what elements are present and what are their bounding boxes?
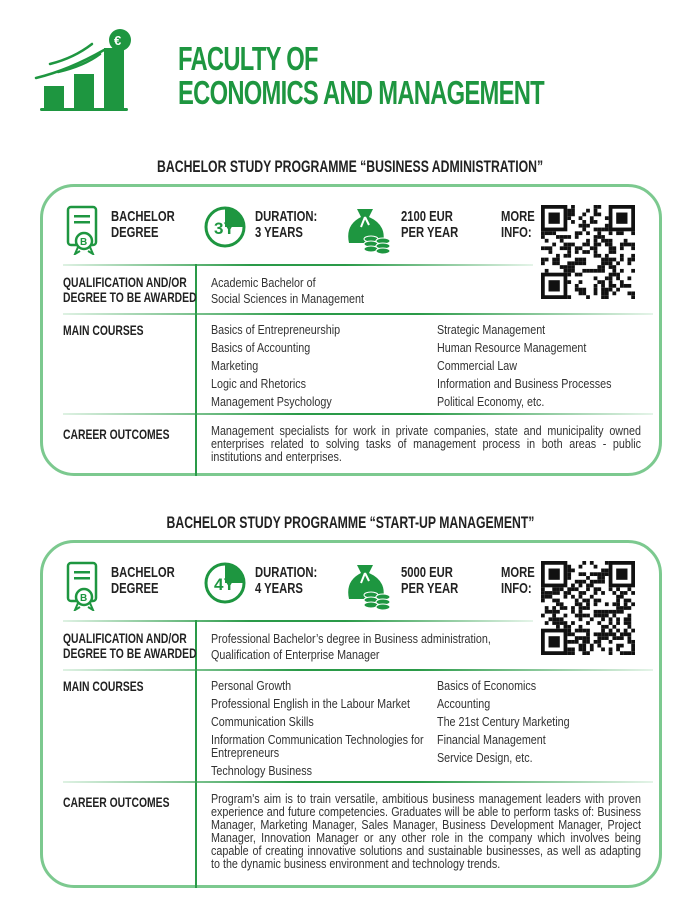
title-line-1: FACULTY OF <box>178 40 318 77</box>
qr-code-icon[interactable] <box>541 205 635 299</box>
more-line-1: MORE <box>501 208 535 225</box>
programme-title-text: BACHELOR STUDY PROGRAMME “START-UP MANAGEMENT” <box>166 513 534 532</box>
divider <box>63 413 653 415</box>
more-info-label <box>501 561 541 611</box>
faculty-header <box>34 28 544 118</box>
more-line-1: MORE <box>501 564 535 581</box>
duration-value: 4 YEARS <box>255 580 303 597</box>
duration-text <box>255 565 317 597</box>
degree-text <box>111 209 175 241</box>
more-line-2: INFO: <box>501 224 532 241</box>
course-item: The 21st Century Marketing <box>437 715 570 729</box>
course-item: Human Resource Management <box>437 341 587 355</box>
degree-feature <box>65 205 185 255</box>
qualification-label-line-2: DEGREE TO BE AWARDED <box>63 289 197 305</box>
divider <box>63 313 653 315</box>
course-item: Commercial Law <box>437 359 518 373</box>
degree-line-2: DEGREE <box>111 224 159 241</box>
programme-card <box>40 184 662 476</box>
course-item: Information Communication Technologies for <box>211 733 424 747</box>
divider <box>63 620 533 622</box>
qualification-line-2: Qualification of Enterprise Manager <box>211 648 380 662</box>
career-outcomes-text: Management specialists for work in private companies, state and municipality owned enterprises related to solving tasks of management process in both areas - public institutions and enterprises. <box>211 424 641 464</box>
qualification-value <box>211 275 364 307</box>
diploma-certificate-icon <box>65 561 103 611</box>
more-info-label <box>501 205 541 255</box>
bar-chart-euro-coin-icon <box>34 28 164 118</box>
duration-label: DURATION: <box>255 564 318 581</box>
qualification-label-line-2: DEGREE TO BE AWARDED <box>63 645 197 661</box>
course-item: Basics of Accounting <box>211 341 311 355</box>
money-bag-coins-icon <box>343 561 391 611</box>
course-item: Marketing <box>211 359 259 373</box>
qualification-label <box>63 631 197 661</box>
qualification-label <box>63 275 197 305</box>
svg-text:B: B <box>80 593 88 604</box>
qualification-label-line-1: QUALIFICATION AND/OR <box>63 630 187 646</box>
course-item: Financial Management <box>437 733 546 747</box>
courses-left-column <box>211 321 340 411</box>
fee-line-1: 5000 EUR <box>401 564 453 581</box>
degree-line-1: BACHELOR <box>111 208 175 225</box>
duration-label: DURATION: <box>255 208 318 225</box>
courses-right-column <box>437 321 611 411</box>
course-item: Political Economy, etc. <box>437 395 545 409</box>
fee-feature <box>343 205 483 255</box>
course-item: Basics of Economics <box>437 679 537 693</box>
course-item: Management Psychology <box>211 395 332 409</box>
programme-title <box>0 513 700 533</box>
main-courses-label: MAIN COURSES <box>63 678 144 694</box>
divider <box>63 264 533 266</box>
course-item: Basics of Entrepreneurship <box>211 323 341 337</box>
more-line-2: INFO: <box>501 580 532 597</box>
course-item: Strategic Management <box>437 323 546 337</box>
degree-line-1: BACHELOR <box>111 564 175 581</box>
course-item: Entrepreneurs <box>211 746 280 760</box>
course-item: Personal Growth <box>211 679 292 693</box>
career-outcomes-label: CAREER OUTCOMES <box>63 794 170 810</box>
qualification-label-line-1: QUALIFICATION AND/OR <box>63 274 187 290</box>
divider <box>63 781 653 783</box>
course-item: Information and Business Processes <box>437 377 612 391</box>
fee-line-2: PER YEAR <box>401 580 459 597</box>
programme-summary <box>43 187 659 267</box>
title-line-2: ECONOMICS AND MANAGEMENT <box>178 74 544 111</box>
more-info-text <box>501 209 535 241</box>
duration-feature <box>203 205 333 255</box>
programme-title <box>0 157 700 177</box>
fee-line-1: 2100 EUR <box>401 208 453 225</box>
course-item: Accounting <box>437 697 491 711</box>
degree-line-2: DEGREE <box>111 580 159 597</box>
fee-text <box>401 209 458 241</box>
svg-text:€: € <box>114 33 122 48</box>
duration-text <box>255 209 317 241</box>
programme-summary <box>43 543 659 623</box>
qualification-line-1: Professional Bachelor’s degree in Business administration, <box>211 632 491 646</box>
more-info-text <box>501 565 535 597</box>
money-bag-coins-icon <box>343 205 391 255</box>
clock-duration-icon <box>203 561 247 605</box>
courses-left-column <box>211 677 424 780</box>
fee-text <box>401 565 458 597</box>
fee-line-2: PER YEAR <box>401 224 459 241</box>
course-item: Service Design, etc. <box>437 751 533 765</box>
course-item: Communication Skills <box>211 715 314 729</box>
course-item: Logic and Rhetorics <box>211 377 307 391</box>
course-item: Professional English in the Labour Market <box>211 697 410 711</box>
fee-feature <box>343 561 483 611</box>
duration-feature <box>203 561 333 611</box>
clock-duration-icon <box>203 205 247 249</box>
diploma-certificate-icon <box>65 205 103 255</box>
qualification-line-1: Academic Bachelor of <box>211 276 316 290</box>
course-item: Technology Business <box>211 764 312 778</box>
duration-badge: 3Y <box>214 219 235 238</box>
career-outcomes-text: Program's aim is to train versatile, ambitious business management leaders with proven experience and future competencies. Graduates will be able to perform tasks of: Business Manager, Marketing Manager, Sales Manager, Business Development Manager, Project Manager, Innovation Manager or any other role in the company which involves being capable of creating innovative solutions and sustainable businesses, as well as adapting to the dynamic business environment and technology trends. <box>211 792 641 871</box>
svg-text:B: B <box>80 237 88 248</box>
programme-title-text: BACHELOR STUDY PROGRAMME “BUSINESS ADMINISTRATION” <box>156 157 544 176</box>
career-outcomes-label: CAREER OUTCOMES <box>63 426 170 442</box>
duration-badge: 4Y <box>214 575 235 594</box>
courses-right-column <box>437 677 570 767</box>
qr-code-icon[interactable] <box>541 561 635 655</box>
programme-card <box>40 540 662 888</box>
degree-feature <box>65 561 185 611</box>
faculty-title <box>178 42 544 110</box>
main-courses-label: MAIN COURSES <box>63 322 144 338</box>
duration-value: 3 YEARS <box>255 224 303 241</box>
qualification-line-2: Social Sciences in Management <box>211 292 364 306</box>
degree-text <box>111 565 175 597</box>
divider <box>63 669 653 671</box>
qualification-value <box>211 631 491 663</box>
